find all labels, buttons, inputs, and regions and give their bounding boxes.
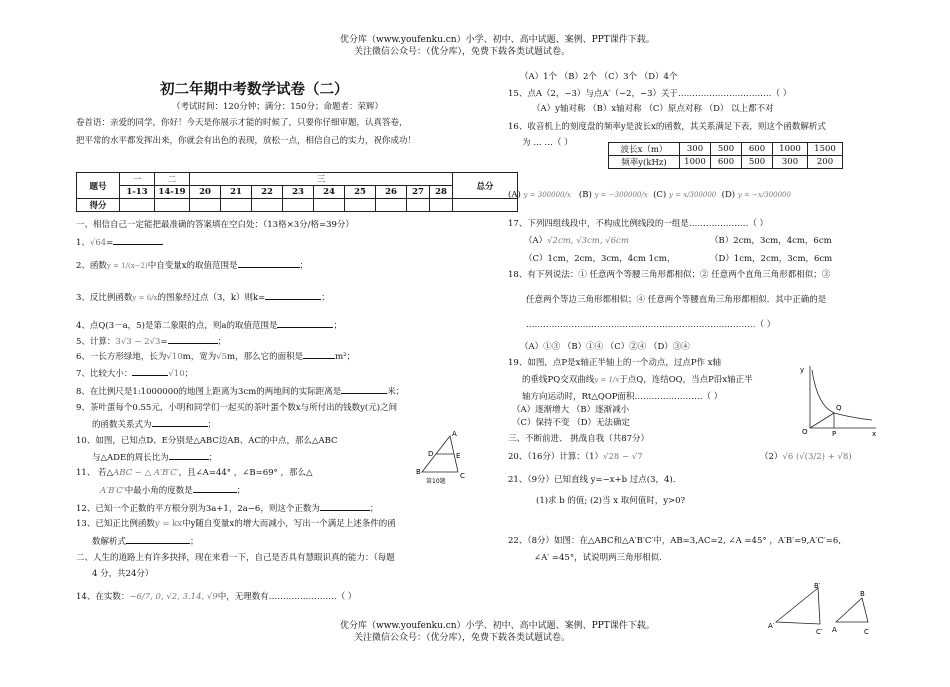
question-18-line-2: 任意两个等边三角形都相似；④ 任意两个等腰直角三角形都相似．其中正确的是: [526, 295, 827, 305]
q19-options-cd: （C）保持不变 （D）无法确定: [512, 418, 631, 428]
q11-tri: A′B′C′: [100, 486, 125, 496]
question-13-line-2: [92, 534, 199, 547]
q6-end: m²；: [335, 352, 356, 362]
question-11-line-2: [100, 483, 245, 496]
wave-table: [608, 142, 843, 169]
label-a-small: A: [832, 626, 837, 634]
q20-expr-2: √6 (√(3/2) + √8): [782, 452, 852, 462]
q16-option-c: (C): [653, 190, 667, 200]
score-group-1: 一: [120, 173, 155, 186]
section-3-heading: 三、不断前进、 挑战自我（共87分）: [508, 434, 650, 444]
q9-end: ；: [207, 420, 217, 430]
label-b: B: [416, 468, 421, 476]
q5-expr: 3√3 − 2√3: [115, 337, 161, 347]
q17-a-label: （A）: [524, 236, 548, 246]
q2-text: 中自变量x的取值范围是: [147, 261, 238, 271]
answer-blank[interactable]: [169, 450, 209, 460]
question-20: [508, 450, 643, 462]
q17-a-expr: √2cm, √3cm, √6cm: [547, 236, 629, 246]
question-21: 21、（9分）已知直线 y=−x+b 过点(3，4)．: [508, 475, 682, 485]
question-16-line-2: 为 … …（ ）: [522, 138, 573, 148]
wave-cell: 500: [742, 156, 773, 169]
question-20-part-2: [760, 450, 852, 462]
label-x: x: [872, 430, 877, 438]
q16-c-expr: y = x/300000: [668, 191, 717, 199]
score-col: 26: [376, 186, 407, 199]
footer-line-2: 关注微信公众号：（优分库），免费下载各类试题试卷。: [354, 633, 571, 643]
question-1: [76, 235, 163, 248]
score-col: 22: [252, 186, 283, 199]
q13-text-2: 数解析式: [92, 537, 127, 547]
wave-cell: 1000: [680, 156, 711, 169]
q5-eq: =: [160, 337, 168, 347]
q11-sim: ABC ∽ △ A′B′C′: [113, 468, 179, 478]
question-13-line-1: [76, 517, 396, 529]
answer-blank[interactable]: [341, 384, 387, 394]
q6-length: √10: [166, 352, 183, 362]
q17-option-b: （B）2cm，3cm，4cm，6cm: [710, 236, 832, 246]
q3-text: 的图象经过点（3，k）则k=: [157, 293, 266, 303]
question-15: 15、点A（2，−3）与点A′（−2，−3）关于……………………………（ ）: [508, 89, 792, 99]
q16-option-d: (D): [721, 190, 736, 200]
score-cell[interactable]: [314, 199, 345, 212]
score-col: 23: [283, 186, 314, 199]
section-2-line-2: 4 分，共24分）: [92, 569, 154, 579]
label-e: E: [456, 452, 461, 460]
question-9-line-1: 9、茶叶蛋每个0.55元，小明和同学们一起买的茶叶蛋个数x与所付出的钱数y(元)之间: [76, 403, 398, 413]
answer-blank[interactable]: [193, 483, 237, 493]
wave-cell: 500: [711, 143, 742, 156]
q4-end: ；: [333, 321, 342, 331]
question-21-parts: (1)求 b 的值; (2)当 x 取何值时，y>0?: [536, 496, 686, 506]
q13-end: ；: [190, 537, 199, 547]
q18-options: （A）①③ （B）①④ （C）②④ （D）③④: [520, 342, 690, 352]
score-cell[interactable]: [376, 199, 407, 212]
score-col: 1-13: [120, 186, 155, 199]
q11-label: 11、 若△: [76, 468, 114, 478]
score-cell[interactable]: [252, 199, 283, 212]
score-cell[interactable]: [345, 199, 376, 212]
segment-oq: [810, 413, 834, 428]
q2-expr: y = 1/(x−2): [106, 262, 148, 270]
q19-expr: y = 1/x: [594, 376, 620, 384]
q19-text: 的垂线PQ交双曲线: [522, 375, 595, 385]
question-4: [76, 318, 342, 331]
q1-label: 1、: [76, 238, 90, 248]
answer-blank[interactable]: [113, 235, 163, 245]
q14-text: 中，无理数有……………………（ ）: [217, 592, 357, 602]
label-b-prime: B′: [814, 582, 821, 590]
triangle-a1b1c1: [776, 588, 820, 624]
score-group-2: 二: [155, 173, 190, 186]
label-p: P: [832, 430, 837, 438]
q11-end: ；: [236, 486, 246, 496]
q13-expr: y = kx: [154, 519, 183, 529]
question-12: [76, 501, 378, 514]
q9-text: 的函数关系式为: [92, 420, 152, 430]
q8-end: 米；: [387, 387, 405, 397]
wave-cell: 1500: [808, 143, 843, 156]
score-cell[interactable]: [221, 199, 252, 212]
score-cell[interactable]: [283, 199, 314, 212]
wave-cell: 600: [742, 143, 773, 156]
q13-label: 13、已知正比例函数: [76, 519, 155, 529]
wave-cell: 600: [711, 156, 742, 169]
score-label: 得分: [77, 199, 120, 212]
question-10-line-2: [92, 450, 217, 463]
answer-blank[interactable]: [152, 417, 208, 427]
question-2: [76, 258, 308, 271]
answer-blank[interactable]: [168, 334, 218, 344]
q6-mid: m，宽为: [182, 352, 217, 362]
q10-end: ；: [208, 453, 218, 463]
q7-label: 7、比较大小：: [76, 369, 133, 379]
q16-option-b: (B): [578, 190, 592, 200]
label-q: Q: [836, 404, 842, 412]
question-18-line-1: 18、有下列说法：① 任意两个等腰三角形都相似；② 任意两个直角三角形都相似；③: [508, 270, 831, 280]
answer-blank[interactable]: [238, 258, 300, 268]
q14-numbers: −6/7, 0, √2, 3.14, √9: [129, 592, 218, 602]
answer-blank[interactable]: [126, 534, 190, 544]
answer-blank[interactable]: [320, 501, 370, 511]
score-col: 24: [314, 186, 345, 199]
question-18-line-3: ………………………………………………………………………（ ）: [526, 320, 776, 330]
score-cell[interactable]: [430, 199, 453, 212]
question-19-line-2: [522, 373, 753, 385]
question-22-line-1: 22、（8分）如图：在△ABC和△A′B′C′中，AB=3,AC=2, ∠A =45° ，A′B′=9,A′C′=6,: [508, 536, 842, 546]
footer-line-1: 优分库（www.youfenku.cn）小学、初中、高中试题、案例、PPT课件下载。: [340, 621, 655, 631]
answer-blank[interactable]: [265, 290, 321, 300]
score-col: 21: [221, 186, 252, 199]
score-group-3: 三: [190, 173, 453, 186]
q3-label: 3、反比例函数: [76, 293, 133, 303]
q20-label: 20、（16分）计算：（1）: [508, 452, 604, 462]
question-7: [76, 366, 193, 379]
header-line-1: 优分库（www.youfenku.cn）小学、初中、高中试题、案例、PPT课件下载。: [340, 35, 655, 45]
q16-d-expr: y = −x/300000: [737, 191, 791, 199]
q6-width: √5: [216, 352, 228, 362]
q16-a-expr: y = 300000/x: [523, 191, 571, 199]
score-cell[interactable]: [155, 199, 190, 212]
hyperbola-curve: [812, 370, 872, 420]
q12-text: 12、已知一个正数的平方根分别为3a+1，2a−6，则这个正数为: [76, 504, 320, 514]
wave-cell: 200: [808, 156, 843, 169]
triangle-abc-small: [836, 598, 868, 622]
wave-label: 波长x（m）: [609, 143, 680, 156]
q2-label: 2、函数: [76, 261, 107, 271]
score-col: 14-19: [155, 186, 190, 199]
section-1-heading: 一、相信自己一定能把最准确的答案填在空白处：（13格×3分/格=39分）: [76, 220, 354, 230]
q11-text-2: 中最小角的度数是: [124, 486, 193, 496]
label-c: C: [460, 472, 465, 480]
label-d: D: [428, 450, 434, 458]
wave-cell: 300: [773, 156, 808, 169]
q7-end: ；: [184, 369, 194, 379]
q15-options: （A）y轴对称 （B）x轴对称 （C）原点对称 （D） 以上都不对: [532, 104, 774, 114]
q14-options: （A）1个 （B）2个 （C）3个 （D）4个: [520, 72, 678, 82]
score-total: 总分: [453, 173, 518, 199]
question-22-line-2: ∠A′ =45°，试说明两三角形相似.: [534, 553, 662, 563]
q6-text: m，那么它的面积是: [227, 352, 304, 362]
question-5: [76, 334, 226, 347]
q13-text: 中y随自变量x的增大而减小，写出一个满足上述条件的函: [182, 519, 396, 529]
q16-option-a: (A): [508, 190, 521, 200]
question-3: [76, 290, 330, 303]
q14-label: 14、在实数：: [76, 592, 130, 602]
q3-end: ；: [321, 293, 330, 303]
preface-line-2: 把平常的水平都发挥出来，你就会有出色的表现，放松一点，相信自己的实力，祝你成功！: [76, 136, 417, 146]
score-col: 28: [430, 186, 453, 199]
score-cell[interactable]: [453, 199, 518, 212]
label-c-small: C: [864, 628, 869, 636]
label-c-prime: C′: [816, 628, 823, 636]
label-b-small: B: [860, 590, 865, 598]
label-y: y: [800, 366, 805, 374]
question-8: [76, 384, 404, 397]
q1-expr: √64: [89, 238, 107, 248]
preface-line-1: 卷首语：亲爱的同学，你好！今天是你展示才能的时候了，只要你仔细审题，认真答卷，: [76, 118, 408, 128]
figure-10-triangle: [398, 428, 468, 488]
q3-expr: y = 6/x: [132, 294, 158, 302]
score-cell[interactable]: [190, 199, 221, 212]
question-17: 17、下列四组线段中，不构成比例线段的一组是…………………（ ）: [508, 219, 769, 229]
section-2-line-1: 二、人生的道路上有许多抉择，现在来看一下，自己是否具有慧眼识真的能力：（每题: [76, 553, 395, 563]
question-11-line-1: [76, 466, 313, 478]
header-line-2: 关注微信公众号：（优分库），免费下载各类试题试卷。: [354, 47, 571, 57]
label-a: A: [452, 430, 457, 438]
q19-text-2: 于点Q，连结OQ，当点P沿x轴正半: [619, 375, 753, 385]
q16-options: [508, 190, 791, 200]
q5-label: 5、计算：: [76, 337, 116, 347]
q6-label: 6、一长方形绿地，长为: [76, 352, 167, 362]
question-9-line-2: [92, 417, 216, 430]
score-col: 20: [190, 186, 221, 199]
label-a-prime: A′: [768, 622, 775, 630]
score-table: [76, 172, 518, 212]
figure-19-hyperbola: [798, 360, 880, 440]
question-16-line-1: 16、收音机上的刻度盘的频率y是波长x的函数，其关系满足下表，则这个函数解析式: [508, 122, 826, 132]
q7-expr: √10: [168, 369, 185, 379]
score-label: 题号: [77, 173, 120, 199]
q10-text: 与△ADE的周长比为: [92, 453, 169, 463]
wave-label: 频率y(kHz): [609, 156, 680, 169]
wave-cell: 300: [680, 143, 711, 156]
q2-end: ；: [299, 261, 309, 271]
score-col: 27: [407, 186, 430, 199]
question-19-line-3: 轴方向运动时，Rt△QOP面积……………………（ ）: [522, 392, 723, 402]
q5-end: ；: [217, 337, 227, 347]
q16-b-expr: y = −300000/x: [594, 191, 648, 199]
q1-eq: =: [106, 238, 114, 248]
q20-expr-1: √28 − √7: [603, 452, 643, 462]
question-10-line-1: 10、如图，已知点D、E分别是△ABC边AB、AC的中点，那么△ABC: [76, 436, 338, 446]
score-cell[interactable]: [120, 199, 155, 212]
answer-blank[interactable]: [303, 349, 335, 359]
q12-end: ；: [369, 504, 379, 514]
q19-options-ab: （A）逐渐增大 （B）逐渐减小: [512, 405, 630, 415]
figure-10-caption: 第10题: [426, 478, 446, 485]
exam-title: 初二年期中考数学试卷（二）: [160, 82, 349, 98]
q20-label-2: （2）: [760, 452, 783, 462]
figure-22-triangles: [764, 580, 884, 640]
label-o: O: [802, 428, 808, 436]
question-6: [76, 349, 355, 362]
q11-text: ，且∠A=44° ，∠B=69° ，那么△: [178, 468, 313, 478]
q17-option-c: （C）1cm，2cm，3cm，4cm 1cm，: [524, 254, 676, 264]
question-19-line-1: 19、如图，点P是x轴正半轴上的一个动点，过点P作 x轴: [508, 358, 722, 368]
wave-cell: 1000: [773, 143, 808, 156]
exam-info: （考试时间：120分钟；满分：150分；命题者：荣辉）: [172, 102, 383, 112]
answer-blank[interactable]: [277, 318, 333, 328]
score-col: 25: [345, 186, 376, 199]
q4-text: 4、点Q(3－a，5)是第二象限的点，则a的取值范围是: [76, 321, 278, 331]
q17-option-d: （D）1cm，2cm，3cm，6cm: [710, 254, 833, 264]
score-cell[interactable]: [407, 199, 430, 212]
question-14: [76, 590, 356, 602]
q8-text: 8、在比例尺是1:1000000的地图上距离为3cm的两地间的实际距离是: [76, 387, 342, 397]
q17-option-a: [524, 234, 629, 246]
answer-blank[interactable]: [132, 366, 168, 376]
